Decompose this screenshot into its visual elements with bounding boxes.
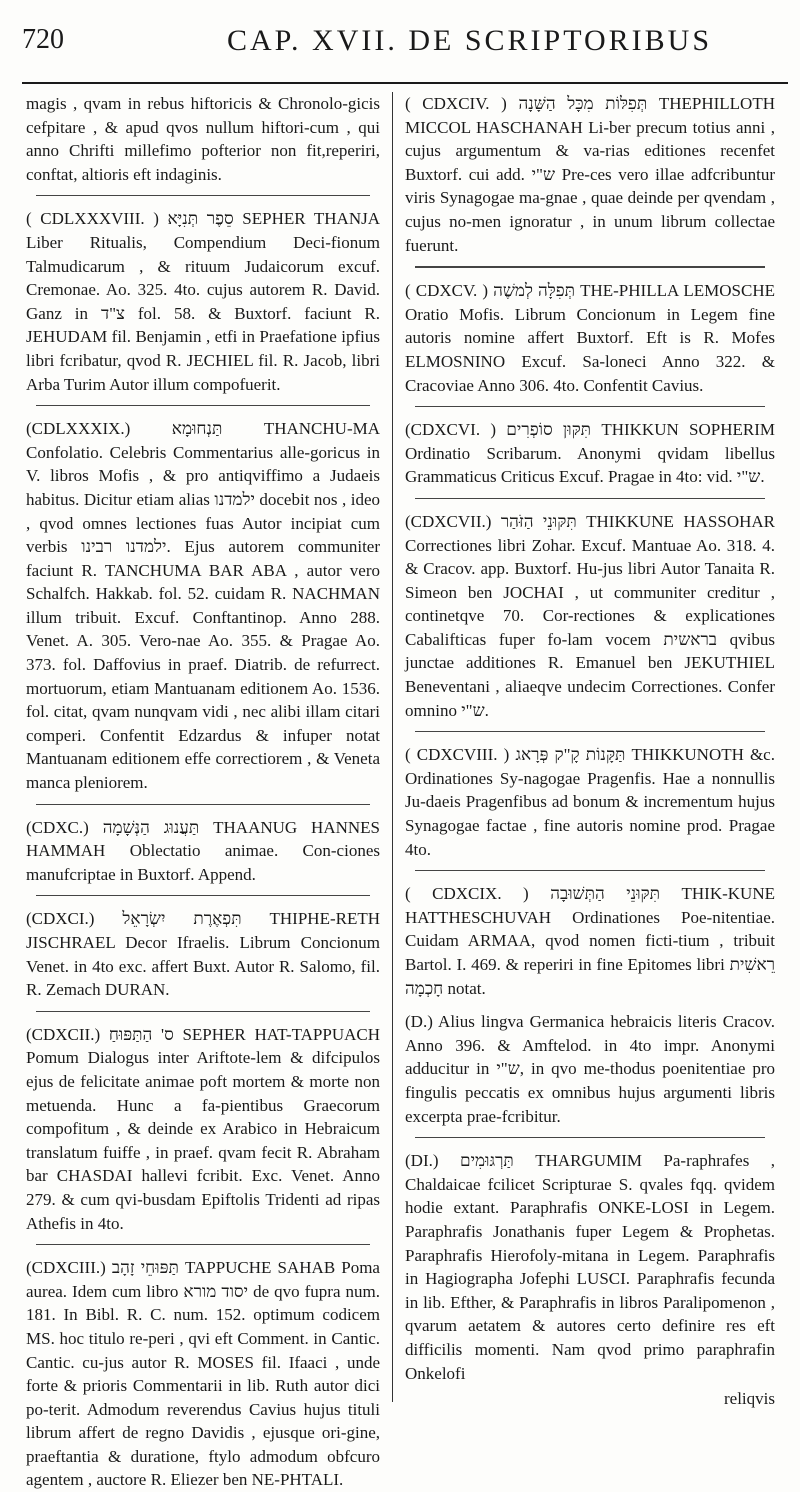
entry-d: [405, 1010, 775, 1128]
column-divider: [392, 92, 393, 1402]
entry-cdxci: [26, 907, 380, 1001]
entry-cdxc: [26, 816, 380, 887]
entry-text: ( CDLXXXVIII. ) סֵפֶר תְּנִיָּא SEPHER THANJA Liber Ritualis, Compendium Deci-fionum Talmudicarum , & rituum Judaicorum excuf. Cremonae. Ao. 325. 4to. cujus autorem R. David. Ganz in צ"ד fol. 58. & Buxtorf. faciunt R. JEHUDAM fil. Benjamin , etfi in Praefatione ipfius libri fcribatur, qvod R. JECHIEL fil. R. Jacob, libri Arba Turim Autor illum compofuerit.: [26, 209, 381, 394]
entry-divider: [36, 895, 370, 896]
page-number: 720: [22, 24, 64, 55]
entry-cdlxxxix: [26, 417, 380, 795]
entry-cdxcvii: [405, 510, 775, 722]
entry-cdxciv: [405, 92, 775, 257]
entry-divider: [415, 1137, 765, 1138]
catchword: reliqvis: [724, 1389, 775, 1409]
entry-divider: [415, 731, 765, 732]
running-title: CAP. XVII. DE SCRIPTORIBUS: [227, 24, 713, 57]
header-rule: [22, 82, 788, 84]
entry-divider: [36, 1244, 370, 1245]
entry-divider: [36, 804, 370, 805]
entry-text: (CDXCVII.) תִּקּוּנֵי הַזֹּהַר THIKKUNE HASSOHAR Correctiones libri Zohar. Excuf. Mantuae Ao. 318. 4. & Cracov. app. Buxtorf. Hu-jus libri Autor Tanaita R. Simeon ben JOCHAI , ut communiter creditur , continetqve 70. Cor-rectiones & explicationes Cabalifticas fuper fo-lam vocem בראשית qvibus junctae additiones R. Emanuel ben JEKUTHIEL Beneventani , aliaeqve undecim Correctiones. Confer omnino ש"י.: [405, 511, 775, 720]
entry-divider: [415, 266, 765, 268]
entry-text: ( CDXCIV. ) תְּפִלּוֹת מִכָּל הַשָּׁנָה THEPHILLOTH MICCOL HASCHANAH Li-ber precum totius anni , cujus argumentum & va-rias editiones recenfet Buxtorf. cui add. ש"י Pre-ces vero illae adfcribuntur viris Synagogae ma-gnae , quae deinde per qvendam , cujus no-men ignoratur , in unum librum collectae fuerunt.: [405, 94, 775, 255]
entry-divider: [36, 1011, 370, 1012]
entry-text: (CDXCI.) תִּפְאֶרֶת יִשְׂרָאֵל THIPHE-RETH JISCHRAEL Decor Ifraelis. Librum Concionum Venet. in 4to exc. affert Buxt. Autor R. Salomo, fil. R. Zemach DURAN.: [26, 909, 380, 1000]
entry-divider: [415, 870, 765, 871]
entry-text: ( CDXCIX. ) תִּקּוּנֵי הַתְּשׁוּבָה THIK-KUNE HATTHESCHUVAH Ordinationes Poe-nitentiae. Cuidam ARMAA, qvod nomen ficti-tium , tribuit Bartol. I. 469. & reperiri in fine Epitomes libri רֵאשִׁית חָכְמָה notat.: [405, 884, 775, 998]
entry-text: (CDXCIII.) תַּפּוּחֵי זָהָב TAPPUCHE SAHAB Poma aurea. Idem cum libro יסוד מורא de qvo fupra num. 181. In Bibl. R. C. num. 152. optimum codicem MS. hoc titulo re-peri , qvi eft Comment. in Cantic. Cantic. cu-jus autor R. MOSES fil. Ifaaci , unde forte & prioris Commentarii in lib. Ruth autor dici po-terit. Admodum reverendus Cavius hujus tituli librum affert de regno Davidis , ejusque ori-gine, praeftantia & duratione, ftylo admodum obfcuro agentem , auctore R. Eliezer ben NE-PHTALI.: [26, 1258, 380, 1490]
entry-text: (CDLXXXIX.) תַּנְחוּמָא THANCHU-MA Confolatio. Celebris Commentarius alle-goricus in V. libros Mofis , & pro antiqviffimo a Judaeis habitus. Dicitur etiam alias ילמדנו docebit nos , ideo , qvod omnes lectiones fuas Autor incipiat cum verbis ילמדנו רבינו. Ejus autorem communiter faciunt R. TANCHUMA BAR ABA , autor vero Schalfch. Hakkab. fol. 52. cuidam R. NACHMAN illum tribuit. Excuf. Conftantinop. Anno 288. Venet. A. 305. Vero-nae Ao. 355. & Pragae Ao. 373. fol. Daffovius in praef. Diatrib. de refurrect. mortuorum, etiam Mantuanam editionem Ao. 1536. fol. citat, qvam nunqvam vidi , nec alibi illam citari comperi. Confentit Edzardus & infuper notat Mantuanam editionem effe correctiorem , & Veneta manca pleniorem.: [26, 419, 381, 793]
entry-cdxcix: [405, 882, 775, 1000]
entry-cdxcvi: [405, 418, 775, 489]
entry-divider: [415, 498, 765, 499]
intro-paragraph: [26, 92, 380, 186]
entry-cdxcviii: [405, 743, 775, 861]
entry-divider: [36, 195, 370, 196]
left-column: [26, 92, 380, 1492]
entry-text: (CDXCVI. ) תִּקּוּן סוֹפְרִים THIKKUN SOPHERIM Ordinatio Scribarum. Anonymi qvidam libellus Grammaticus Criticus Excuf. Pragae in 4to: vid. ש"י.: [405, 420, 775, 487]
entry-divider: [36, 405, 370, 406]
entry-cdxcii: [26, 1023, 380, 1235]
entry-text: ( CDXCV. ) תְּפִלָּה לְמשֶׁה THE-PHILLA LEMOSCHE Oratio Mofis. Librum Concionum in Legem fine autoris nomine affert Buxtorf. Eft is R. Mofes ELMOSNINO Excuf. Sa-loneci Anno 322. & Cracoviae Anno 306. 4to. Confentit Cavius.: [405, 281, 775, 395]
entry-text: (D.) Alius lingva Germanica hebraicis literis Cracov. Anno 396. & Amftelod. in 4to impr. Anonymi adducitur in ש"י, in qvo me-thodus poenitentiae pro fingulis peccatis ex omnibus hujus argumenti libris excerpta prae-fcribitur.: [405, 1012, 775, 1126]
entry-text: (CDXCII.) ס' הַתַּפּוּחַ SEPHER HAT-TAPPUACH Pomum Dialogus inter Ariftote-lem & difcipulos ejus de felicitate animae poft mortem & morte non metuenda. Hunc a fa-pientibus Graecorum compofitum , & deinde ex Arabico in Hebraicum translatum fuiffe , in praef. qvam fecit R. Abraham bar CHASDAI hallevi fcribit. Exc. Venet. Anno 279. & cum qvi-busdam Epiftolis Tridenti ad ripas Athefis in 4to.: [26, 1024, 380, 1233]
entry-text: magis , qvam in rebus hiftoricis & Chronolo-gicis cefpitare , & apud qvos nullum hiftori-cum , qui anno Chrifti millefimo pofterior non fit,reperiri, conftat, altioris eft indaginis.: [26, 94, 380, 184]
entry-di: [405, 1149, 775, 1385]
entry-cdlxxxviii: [26, 207, 380, 396]
entry-text: (CDXC.) תַּעֲנוּג הַנְּשָׁמָה THAANUG HANNES HAMMAH Oblectatio animae. Con-ciones manufcriptae in Buxtorf. Append.: [26, 817, 380, 884]
page-header: [22, 0, 780, 72]
entry-cdxciii: [26, 1256, 380, 1492]
entry-text: ( CDXCVIII. ) תַּקָּנוֹת קָ"ק פְּרָאג THIKKUNOTH &c. Ordinationes Sy-nagogae Pragenfis. Hae a nonnullis Ju-daeis Pragenfibus ad bonum & incrementum hujus Synagogae factae , fine autoris nomine prod. Pragae 4to.: [405, 745, 775, 859]
entry-cdxcv: [405, 279, 775, 397]
right-column: [405, 92, 775, 1411]
entry-divider: [415, 406, 765, 407]
entry-text: (DI.) תַּרְגּוּמִים THARGUMIM Pa-raphrafes , Chaldaicae fcilicet Scripturae S. qvales fqq. qvidem hodie extant. Paraphrafis ONKE-LOSI in Legem. Paraphrafis Jonathanis fuper Legem & Prophetas. Paraphrafis Hierofoly-mitana in Legem. Paraphrafis in Hagiographa Jofephi LUSCI. Paraphrafis fecunda in lib. Efther, & Paraphrafis in libros Paralipomenon , qvarum aetatem & autores certo definire res eft difficilis momenti. Nam qvod primo paraphrafin Onkelofi: [405, 1151, 776, 1383]
